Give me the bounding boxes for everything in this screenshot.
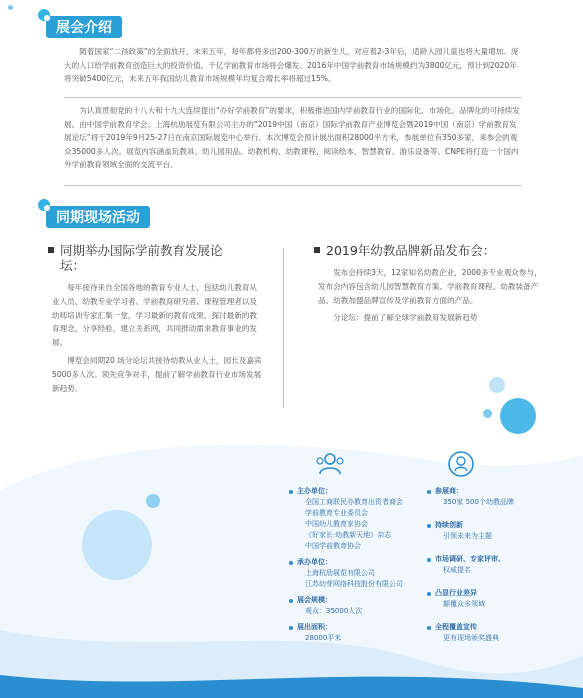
dot-bullet-icon bbox=[289, 626, 293, 630]
decor-bubble bbox=[500, 398, 536, 434]
launch-paragraph-2: 分论坛：提前了解全球学前教育发展新趋势 bbox=[333, 313, 478, 323]
square-bullet-icon bbox=[314, 247, 320, 253]
organizer-info-value: 上海杭劢展览有限公司 bbox=[305, 569, 375, 577]
dot-bullet-icon bbox=[427, 524, 431, 528]
organizer-info-value: 观众：35000人次 bbox=[305, 607, 363, 615]
exhibitor-info-value: 颠覆众多领域 bbox=[443, 600, 485, 608]
exhibitor-info-list bbox=[427, 486, 557, 656]
decor-bubble bbox=[82, 510, 152, 580]
forum-paragraph-2: 博览会同期20 场分论坛共接待幼教从业人士，园长及嘉宾5000多人次。领先竞争对手，提前了解学前教育行业市场发展新趋势。 bbox=[52, 355, 262, 393]
organizer-info-item bbox=[289, 595, 439, 617]
launch-title-text: 2019年幼教品牌新品发布会： bbox=[326, 243, 496, 258]
intro-paragraph-2: 为认真贯彻党的十八大和十九大连续提出“办好学前教育”的要求，积极推进国内学前教育行业的国际化、市场化、品牌化的可持续发展。由中国学前教育学会、上海杭劢展览有限公司主办的“2019中国（南京）国际学前教育产业博览会暨2019中国（南京）学前教育发展论坛”将于2019年9月25-27日在南京国际展览中心举行。本次博览会预计展出面积28000平方米，参展单位有350多家，来参会的观众35000多人次。展览内容涵盖玩教具、幼儿园用品、幼教机构、幼教课程、阅读绘本、智慧教育、游乐设备等。CNPE将打造一个国内外学前教育领域全面的交流平台。 bbox=[64, 106, 520, 170]
decor-bubble bbox=[483, 409, 492, 418]
exhibitor-info-label: 参展商： bbox=[435, 487, 463, 495]
exhibitor-info-value: 权威提名 bbox=[443, 566, 471, 574]
launch-paragraph-1: 发布会持续3天，12家知名幼教企业，2000多专业观众参与，发布会内容包含幼儿园智慧教育方案、学前教育课程、幼教装备产品、幼教加盟品牌宣传及学前教育方面的产品。 bbox=[318, 268, 542, 305]
column-divider bbox=[283, 248, 284, 408]
intro-text-block bbox=[64, 45, 522, 86]
exhibitor-info-item bbox=[427, 520, 557, 542]
exhibitor-info-label: 全程覆盖宣传 bbox=[435, 623, 477, 631]
organizer-info-value: 学前教育专业委员会 bbox=[305, 509, 368, 517]
section-heading-intro bbox=[46, 16, 122, 38]
organizer-info-label: 展会规模： bbox=[297, 596, 332, 604]
organizer-info-value: 《好家长·幼教新天地》杂志 bbox=[305, 531, 392, 539]
forum-title bbox=[48, 243, 263, 273]
decor-bubble bbox=[489, 377, 505, 393]
intro-paragraph-1: 随着国家“二孩政策”的全面放开，未来五年，每年都将多出200-300万的新生儿，对应着2-3年后，适龄入园儿童也将大量增加。庞大的人口给学前教育创造巨大的投资价值，千亿学前教育市场将会爆发。2016年中国学前教育市场规模约为3800亿元，预计到2020年将突破5400亿元，未来五年我国幼儿教育市场规模年均复合增长率将超过15%。 bbox=[64, 47, 519, 84]
dot-bullet-icon bbox=[427, 626, 431, 630]
organizer-info-value: 中国学前教育协会 bbox=[305, 542, 361, 550]
decor-dot bbox=[8, 5, 13, 10]
launch-title bbox=[314, 243, 544, 258]
organizer-info-item bbox=[289, 486, 439, 552]
exhibitor-info-item bbox=[427, 622, 557, 644]
organizer-info-list bbox=[289, 486, 439, 649]
section-title-events: 同期现场活动 bbox=[46, 206, 150, 228]
organizer-info-value: 中国幼儿教育家协会 bbox=[305, 520, 368, 528]
exhibitor-info-value: 更有现场颁奖盛典 bbox=[443, 634, 499, 642]
organizer-info-label: 承办单位： bbox=[297, 558, 332, 566]
badge-icon bbox=[447, 450, 475, 478]
organizer-info-label: 主办单位： bbox=[297, 487, 332, 495]
intro-text-block-2 bbox=[64, 104, 522, 172]
exhibitor-info-item bbox=[427, 486, 557, 508]
exhibitor-info-item bbox=[427, 588, 557, 610]
organizer-info-item bbox=[289, 557, 439, 590]
exhibitor-info-item bbox=[427, 554, 557, 576]
dot-bullet-icon bbox=[427, 490, 431, 494]
exhibitor-info-label: 市场调研、专家评审、 bbox=[435, 555, 505, 563]
square-bullet-icon bbox=[48, 247, 54, 253]
organizer-info-item bbox=[289, 622, 439, 644]
organizer-info-value: 28000平米 bbox=[305, 634, 342, 642]
section-title-intro: 展会介绍 bbox=[46, 16, 122, 38]
dot-bullet-icon bbox=[427, 558, 431, 562]
launch-column bbox=[314, 243, 544, 325]
organizer-info-value: 江苏幼芽网络科技股份有限公司 bbox=[305, 580, 403, 588]
exhibitor-info-label: 凸显行业差异 bbox=[435, 589, 477, 597]
exhibitor-info-value: 引领未来为主题 bbox=[443, 532, 492, 540]
divider bbox=[64, 185, 522, 186]
forum-paragraph-1: 每年接待来自全国各地的教育专业人士，包括幼儿教育从业人员、幼教专业学习者、学前教育研究者、课程管理者以及幼师培训专家汇集一堂，学习最新的教育成果，探讨最新的教育理念，分享经验，建立关系网，共同推动需求教育事业的发展。 bbox=[52, 283, 258, 348]
section-heading-events bbox=[46, 206, 150, 228]
dot-bullet-icon bbox=[427, 592, 431, 596]
organizer-info-value: 全国工商联民办教育出资者商会 bbox=[305, 498, 403, 506]
exhibitor-info-value: 350家 500个幼教品牌 bbox=[443, 498, 514, 506]
dot-bullet-icon bbox=[289, 561, 293, 565]
divider bbox=[64, 97, 522, 98]
organizer-info-label: 展出面积： bbox=[297, 623, 332, 631]
forum-title-text: 同期举办国际学前教育发展论坛： bbox=[60, 243, 223, 273]
dot-bullet-icon bbox=[289, 490, 293, 494]
decor-bubble bbox=[146, 494, 160, 508]
people-icon bbox=[314, 452, 346, 476]
dot-bullet-icon bbox=[289, 599, 293, 603]
exhibitor-info-label: 持续创新 bbox=[435, 521, 463, 529]
forum-column bbox=[48, 243, 263, 395]
